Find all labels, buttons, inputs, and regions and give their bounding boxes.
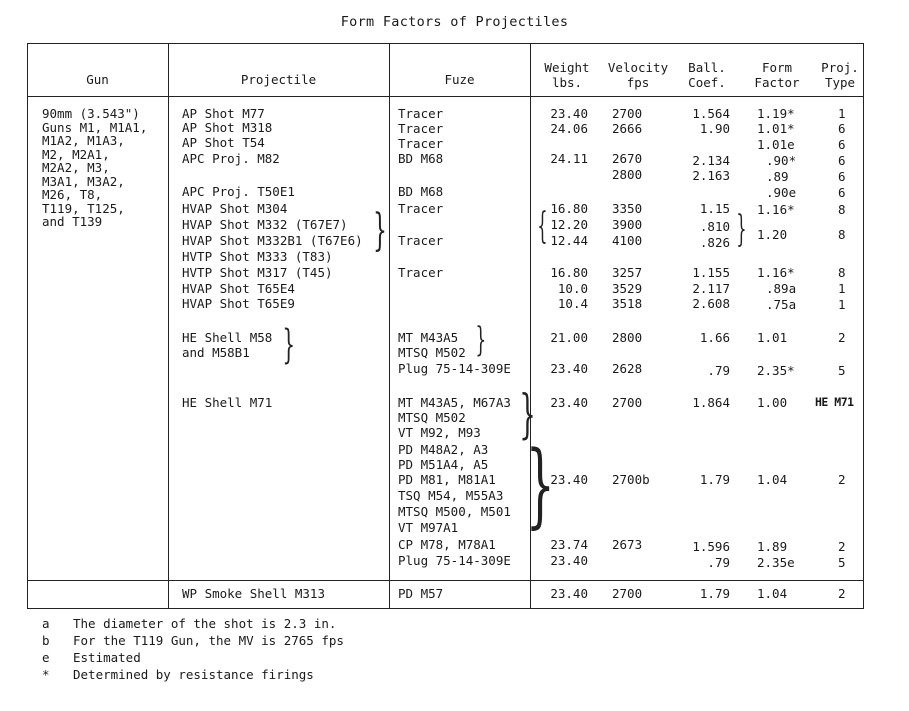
ball-coef-cell: .810 (699, 219, 730, 234)
header-proj-type: Proj. Type (821, 60, 859, 90)
weight-cell: 23.40 (550, 553, 588, 568)
proj-type-cell: 1 (838, 281, 846, 296)
fuze-cell: BD M68 (398, 184, 444, 199)
ball-coef-cell: .79 (707, 363, 730, 378)
form-factor-cell: 1.16* (757, 202, 795, 217)
form-factor-cell: 1.01 (757, 330, 788, 345)
ball-coef-cell: 2.134 (692, 153, 730, 168)
weight-cell: 23.40 (550, 472, 588, 487)
proj-type-cell: 6 (838, 121, 846, 136)
right-brace-icon: } (373, 205, 387, 256)
ball-coef-cell: 1.66 (699, 330, 730, 345)
velocity-cell: 2670 (612, 151, 643, 166)
ball-coef-cell: 1.79 (699, 586, 730, 601)
left-brace-icon: { (537, 206, 548, 247)
ball-coef-cell: 2.163 (692, 168, 730, 183)
page-title: Form Factors of Projectiles (340, 14, 569, 30)
weight-cell: 21.00 (550, 330, 588, 345)
projectile-cell: HVTP Shot M317 (T45) (182, 265, 333, 280)
velocity-cell: 2800 (612, 330, 643, 345)
footnote-text: Estimated (73, 650, 141, 665)
velocity-cell: 3350 (612, 201, 643, 216)
proj-type-cell: 6 (838, 185, 846, 200)
header-divider (27, 96, 864, 97)
projectile-cell: HVAP Shot T65E9 (182, 296, 295, 311)
velocity-cell: 3529 (612, 281, 643, 296)
ball-coef-cell: 1.155 (692, 265, 730, 280)
proj-type-cell: 6 (838, 137, 846, 152)
projectile-cell: HE Shell M58 (182, 330, 273, 345)
fuze-cell: Tracer (398, 265, 444, 280)
fuze-cell: PD M48A2, A3 (398, 442, 489, 457)
proj-type-cell: 5 (838, 555, 846, 570)
weight-cell: 24.06 (550, 121, 588, 136)
weight-cell: 12.44 (550, 233, 588, 248)
fuze-cell: PD M51A4, A5 (398, 457, 489, 472)
velocity-cell: 2800 (612, 167, 643, 182)
weight-cell: 16.80 (550, 201, 588, 216)
velocity-cell: 2700 (612, 106, 643, 121)
header-form-factor: Form Factor (754, 60, 800, 90)
projectile-cell: HVAP Shot M332 (T67E7) (182, 217, 348, 232)
velocity-cell: 2700 (612, 395, 643, 410)
ball-coef-cell: .79 (707, 555, 730, 570)
fuze-cell: CP M78, M78A1 (398, 537, 496, 552)
fuze-cell: Tracer (398, 233, 444, 248)
fuze-cell: TSQ M54, M55A3 (398, 488, 504, 503)
proj-type-cell: HE M71 (815, 395, 854, 409)
fuze-cell: PD M57 (398, 586, 444, 601)
fuze-cell: MT M43A5 (398, 330, 459, 345)
proj-type-cell: 1 (838, 106, 846, 121)
fuze-cell: MT M43A5, M67A3 (398, 395, 511, 410)
velocity-cell: 2673 (612, 537, 643, 552)
proj-type-cell: 8 (838, 202, 846, 217)
fuze-cell: Tracer (398, 136, 444, 151)
header-weight: Weight lbs. (544, 60, 590, 90)
weight-cell: 16.80 (550, 265, 588, 280)
right-brace-icon: } (736, 209, 747, 250)
fuze-cell: Tracer (398, 121, 444, 136)
fuze-cell: VT M97A1 (398, 520, 459, 535)
form-factor-cell: 1.19* (757, 106, 795, 121)
footnote-mark: * (42, 667, 50, 682)
ball-coef-cell: 1.864 (692, 395, 730, 410)
proj-type-cell: 8 (838, 227, 846, 242)
form-factor-cell: 2.35e (757, 555, 795, 570)
fuze-cell: Plug 75-14-309E (398, 553, 511, 568)
form-factor-cell: 1.01* (757, 121, 795, 136)
weight-cell: 23.40 (550, 586, 588, 601)
ball-coef-cell: 1.79 (699, 472, 730, 487)
fuze-cell: MTSQ M502 (398, 345, 466, 360)
header-velocity: Velocity fps (607, 60, 669, 90)
right-brace-icon: } (475, 320, 487, 360)
right-brace-icon: } (519, 385, 536, 445)
right-brace-icon: } (525, 431, 555, 538)
weight-cell: 10.0 (557, 281, 588, 296)
form-factor-cell: 1.00 (757, 395, 788, 410)
weight-cell: 23.74 (550, 537, 588, 552)
proj-type-cell: 2 (838, 472, 846, 487)
proj-type-cell: 1 (838, 297, 846, 312)
proj-type-cell: 2 (838, 586, 846, 601)
fuze-cell: PD M81, M81A1 (398, 472, 496, 487)
ball-coef-cell: 1.15 (699, 201, 730, 216)
proj-type-cell: 2 (838, 330, 846, 345)
proj-type-cell: 6 (838, 169, 846, 184)
ball-coef-cell: 2.117 (692, 281, 730, 296)
weight-cell: 10.4 (557, 296, 588, 311)
header-ball-coef: Ball. Coef. (688, 60, 726, 90)
velocity-cell: 2628 (612, 361, 643, 376)
form-factor-cell: 1.89 (757, 539, 788, 554)
weight-cell: 23.40 (550, 106, 588, 121)
form-factor-cell: .89a (766, 281, 797, 296)
form-factor-cell: .90* (766, 153, 797, 168)
fuze-cell: MTSQ M500, M501 (398, 504, 511, 519)
form-factor-cell: 1.01e (757, 137, 795, 152)
projectile-cell: HVAP Shot M332B1 (T67E6) (182, 233, 363, 248)
velocity-cell: 4100 (612, 233, 643, 248)
weight-cell: 12.20 (550, 217, 588, 232)
proj-type-cell: 6 (838, 153, 846, 168)
header-projectile: Projectile (240, 72, 317, 87)
footnote-mark: e (42, 650, 50, 665)
right-brace-icon: } (282, 322, 296, 368)
footnote-mark: a (42, 616, 50, 631)
projectile-cell: HE Shell M71 (182, 395, 273, 410)
fuze-cell: Tracer (398, 106, 444, 121)
column-divider (389, 43, 390, 609)
form-factor-cell: .89 (766, 169, 789, 184)
last-row-divider (27, 580, 864, 581)
projectile-cell: APC Proj. T50E1 (182, 184, 295, 199)
fuze-cell: MTSQ M502 (398, 410, 466, 425)
weight-cell: 23.40 (550, 395, 588, 410)
proj-type-cell: 2 (838, 539, 846, 554)
velocity-cell: 3518 (612, 296, 643, 311)
projectile-cell: HVAP Shot T65E4 (182, 281, 295, 296)
form-factor-cell: 2.35* (757, 363, 795, 378)
footnote-text: For the T119 Gun, the MV is 2765 fps (73, 633, 344, 648)
form-factor-cell: .90e (766, 185, 797, 200)
proj-type-cell: 8 (838, 265, 846, 280)
projectile-cell: AP Shot T54 (182, 135, 265, 150)
header-fuze: Fuze (444, 72, 475, 87)
velocity-cell: 3257 (612, 265, 643, 280)
velocity-cell: 2700 (612, 586, 643, 601)
footnote-text: Determined by resistance firings (73, 667, 314, 682)
form-factor-cell: 1.20 (757, 227, 788, 242)
gun-list: 90mm (3.543") Guns M1, M1A1, M1A2, M1A3, M2, M2A1, M2A2, M3, M3A1, M3A2, M26, T8, T119, T125, and T139 (42, 106, 148, 229)
fuze-cell: VT M92, M93 (398, 425, 481, 440)
ball-coef-cell: 1.564 (692, 106, 730, 121)
ball-coef-cell: 1.596 (692, 539, 730, 554)
projectile-cell: AP Shot M77 (182, 106, 265, 121)
projectile-cell: AP Shot M318 (182, 120, 273, 135)
velocity-cell: 2666 (612, 121, 643, 136)
fuze-cell: BD M68 (398, 151, 444, 166)
projectile-cell: WP Smoke Shell M313 (182, 586, 325, 601)
header-gun: Gun (86, 72, 109, 87)
projectile-cell: and M58B1 (182, 345, 250, 360)
proj-type-cell: 5 (838, 363, 846, 378)
column-divider (168, 43, 169, 609)
fuze-cell: Plug 75-14-309E (398, 361, 511, 376)
ball-coef-cell: .826 (699, 235, 730, 250)
velocity-cell: 3900 (612, 217, 643, 232)
weight-cell: 23.40 (550, 361, 588, 376)
projectile-cell: HVTP Shot M333 (T83) (182, 249, 333, 264)
weight-cell: 24.11 (550, 151, 588, 166)
velocity-cell: 2700b (612, 472, 650, 487)
fuze-cell: Tracer (398, 201, 444, 216)
form-factor-cell: 1.04 (757, 472, 788, 487)
projectile-cell: HVAP Shot M304 (182, 201, 288, 216)
footnote-mark: b (42, 633, 50, 648)
form-factor-cell: 1.04 (757, 586, 788, 601)
form-factor-cell: 1.16* (757, 265, 795, 280)
form-factor-cell: .75a (766, 297, 797, 312)
projectile-cell: APC Proj. M82 (182, 151, 280, 166)
ball-coef-cell: 2.608 (692, 296, 730, 311)
ball-coef-cell: 1.90 (699, 121, 730, 136)
footnote-text: The diameter of the shot is 2.3 in. (73, 616, 337, 631)
